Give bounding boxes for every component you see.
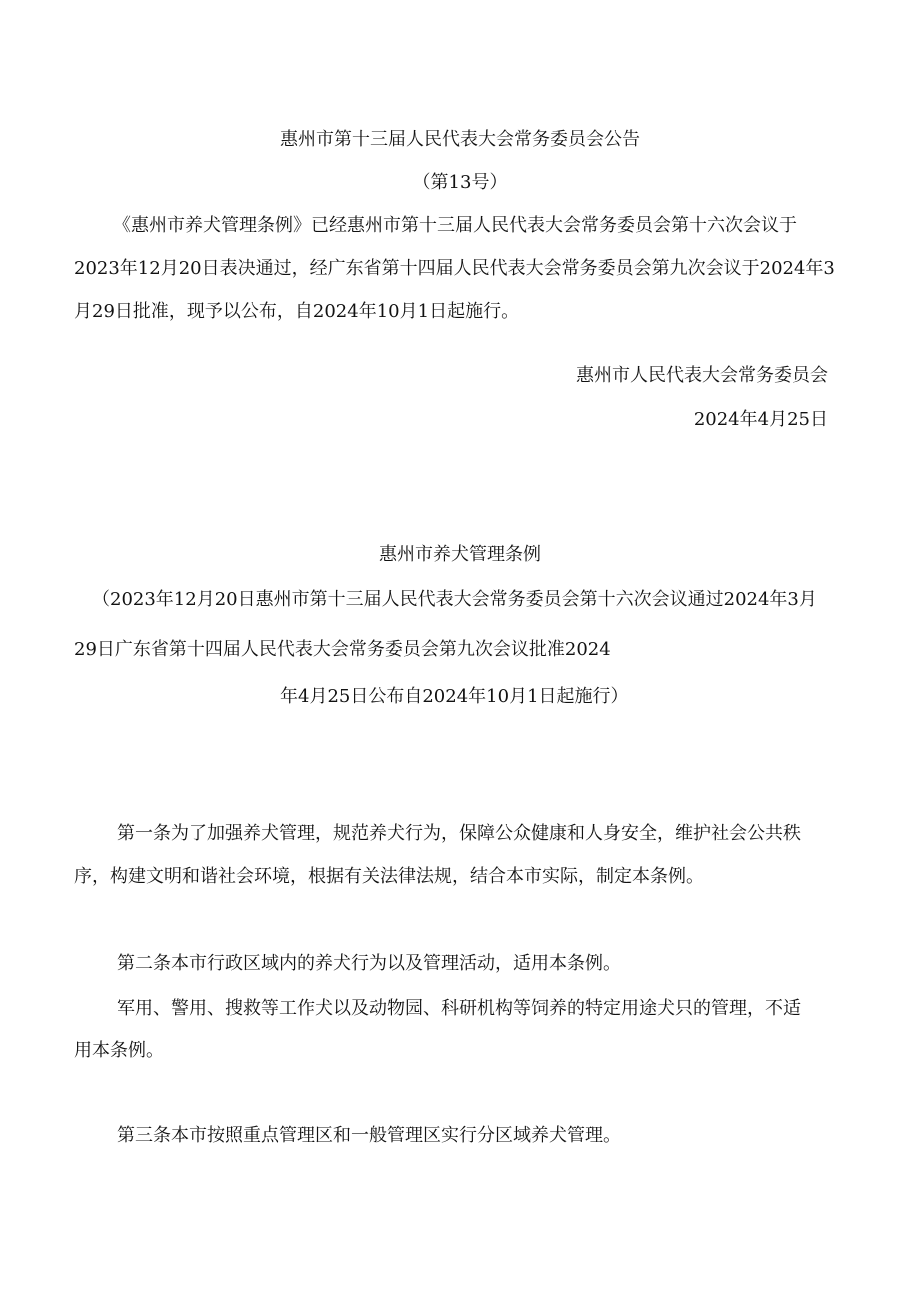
article-2-line: 第二条本市行政区域内的养犬行为以及管理活动，适用本条例。 — [117, 953, 621, 974]
announcement-body-line: 2023年12月20日表决通过，经广东省第十四届人民代表大会常务委员会第九次会议于2024年3 — [74, 258, 835, 279]
regulation-title: 惠州市养犬管理条例 — [379, 544, 541, 565]
article-2-line: 军用、警用、搜救等工作犬以及动物园、科研机构等饲养的特定用途犬只的管理，不适 — [117, 998, 801, 1019]
announcement-body-line: 月29日批准，现予以公布，自2024年10月1日起施行。 — [74, 301, 520, 322]
article-2-line: 用本条例。 — [74, 1040, 164, 1061]
announcement-date: 2024年4月25日 — [693, 409, 828, 430]
article-1-line: 第一条为了加强养犬管理，规范养犬行为，保障公众健康和人身安全，维护社会公共秩 — [117, 823, 801, 844]
regulation-note-line: 年4月25日公布自2024年10月1日起施行） — [280, 686, 629, 707]
announcement-signature: 惠州市人民代表大会常务委员会 — [576, 365, 828, 386]
regulation-note-line: （2023年12月20日惠州市第十三届人民代表大会常务委员会第十六次会议通过2024年3月 — [92, 589, 817, 610]
regulation-note-line: 29日广东省第十四届人民代表大会常务委员会第九次会议批准2024 — [74, 639, 611, 660]
announcement-number: （第13号） — [412, 172, 508, 193]
announcement-body-line: 《惠州市养犬管理条例》已经惠州市第十三届人民代表大会常务委员会第十六次会议于 — [113, 215, 797, 236]
article-1-line: 序，构建文明和谐社会环境，根据有关法律法规，结合本市实际，制定本条例。 — [74, 866, 704, 887]
article-3-line: 第三条本市按照重点管理区和一般管理区实行分区域养犬管理。 — [117, 1125, 621, 1146]
announcement-title: 惠州市第十三届人民代表大会常务委员会公告 — [280, 129, 640, 150]
